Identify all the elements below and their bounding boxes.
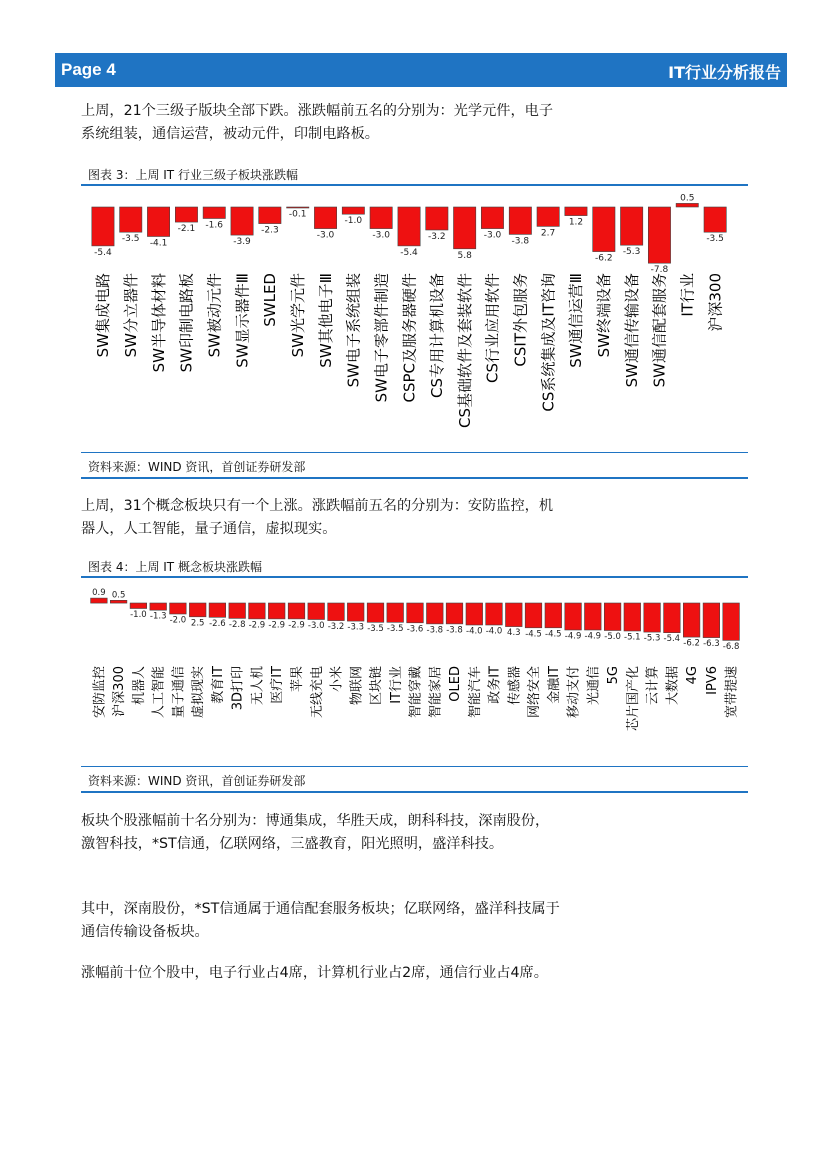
bar-8 [229, 603, 246, 618]
category-label-13: 小米 [329, 666, 345, 693]
category-label-17: CS系统集成及IT咨询 [539, 273, 558, 412]
data-label-4: -2.1 [177, 224, 196, 235]
bar-6 [189, 603, 206, 617]
bar-20 [466, 603, 483, 625]
figure-4-caption: 图表 4：上周 IT 概念板块涨跌幅 [88, 560, 262, 574]
data-label-9: -3.0 [316, 230, 335, 241]
figure-4-top-rule [81, 576, 748, 578]
data-label-17: -3.6 [406, 624, 424, 635]
bar-19 [593, 207, 615, 252]
bar-26 [585, 603, 602, 630]
bar-14 [454, 207, 476, 249]
bar-25 [565, 603, 582, 630]
category-label-9: SW其他电子Ⅲ [316, 273, 335, 368]
bar-10 [342, 207, 364, 214]
data-label-13: -3.2 [428, 232, 446, 242]
data-label-15: -3.5 [367, 623, 384, 634]
data-label-6: 2.5 [190, 618, 205, 629]
bar-17 [407, 603, 424, 623]
concept-change-chart [81, 580, 748, 763]
page-number: Page 4 [61, 60, 116, 79]
bar-5 [170, 603, 187, 614]
data-label-3: -4.1 [149, 238, 168, 249]
figure-4-bottom-rule [81, 766, 748, 767]
data-label-9: -2.9 [248, 620, 266, 631]
bar-22 [676, 203, 698, 207]
data-label-24: -4.5 [545, 629, 562, 640]
category-label-29: 云计算 [645, 666, 661, 706]
category-label-9: 无人机 [250, 666, 266, 706]
data-label-32: -6.3 [703, 639, 720, 650]
category-label-21: 政务IT [487, 666, 503, 704]
data-label-8: -2.8 [228, 619, 246, 630]
figure-3-bottom-rule [81, 452, 748, 453]
data-label-21: -4.0 [485, 626, 503, 637]
data-label-5: -2.0 [169, 615, 187, 626]
category-label-33: 宽带提速 [724, 666, 740, 719]
data-label-20: -4.0 [466, 626, 483, 637]
bar-9 [314, 207, 336, 229]
data-label-20: -5.3 [622, 247, 641, 258]
bar-24 [545, 603, 562, 628]
bar-20 [621, 207, 643, 245]
category-label-16: CSIT外包服务 [511, 273, 530, 367]
bar-30 [664, 603, 681, 633]
bar-2 [120, 207, 142, 232]
bar-13 [426, 207, 448, 230]
category-label-19: SW终端设备 [595, 273, 613, 358]
category-label-1: SW集成电路 [94, 273, 113, 358]
bar-5 [203, 207, 225, 219]
category-label-19: OLED [448, 666, 464, 702]
category-label-10: SW电子系统组装 [344, 273, 363, 388]
bar-12 [308, 603, 325, 620]
category-label-7: 教育IT [211, 666, 226, 704]
category-label-14: CS基础软件及套装软件 [455, 273, 474, 428]
data-label-12: -3.0 [307, 621, 325, 631]
category-label-8: SW光学元件 [288, 273, 307, 358]
category-label-28: 芯片国产化 [625, 666, 641, 732]
bar-14 [347, 603, 364, 621]
figure-3-source-rule [81, 477, 748, 479]
bar-11 [370, 207, 392, 229]
category-label-30: 大数据 [665, 666, 681, 706]
figure-3-caption: 图表 3：上周 IT 行业三级子板块涨跌幅 [88, 168, 298, 182]
bar-23 [525, 603, 542, 628]
category-label-2: 沪深300 [112, 666, 128, 717]
data-label-15: -3.0 [483, 230, 502, 241]
category-label-12: CSPC及服务器硬件 [400, 273, 419, 403]
bar-12 [398, 207, 420, 246]
bar-18 [427, 603, 444, 624]
bar-7 [209, 603, 226, 617]
data-label-22: 4.3 [507, 628, 521, 639]
bar-3 [130, 603, 147, 609]
category-label-22: IT行业 [678, 273, 697, 317]
bar-21 [648, 207, 670, 263]
bar-17 [537, 207, 559, 226]
data-label-11: -2.9 [288, 620, 305, 631]
bar-4 [175, 207, 197, 222]
bar-9 [249, 603, 266, 619]
data-label-27: -5.0 [604, 632, 621, 642]
category-label-3: 机器人 [131, 666, 147, 706]
category-label-24: 金融IT [546, 666, 562, 704]
bar-10 [268, 603, 285, 619]
data-label-1: 0.9 [92, 588, 106, 599]
category-label-25: 移动支付 [566, 666, 582, 719]
category-label-11: SW电子零部件制造 [372, 273, 391, 403]
bar-15 [367, 603, 384, 622]
data-label-19: -6.2 [595, 253, 613, 264]
data-label-23: -4.5 [525, 629, 542, 640]
data-label-7: -2.3 [261, 225, 279, 236]
figure-4-source-rule [81, 791, 748, 793]
bar-2 [110, 600, 127, 603]
bar-31 [683, 603, 700, 637]
data-label-21: -7.8 [650, 265, 669, 276]
data-label-7: -2.6 [209, 618, 226, 629]
category-label-6: SW显示器件Ⅲ [233, 273, 252, 368]
data-label-11: -3.0 [372, 230, 390, 241]
category-label-3: SW半导体材料 [149, 273, 168, 373]
paragraph-stock-sectors: 其中，深南股份，*ST信通属于通信配套服务板块；亿联网络，盛洋科技属于通信传输设备板块。 [81, 901, 560, 940]
category-label-2: SW分立器件 [122, 273, 140, 358]
category-label-20: SW通信传输设备 [622, 273, 641, 388]
paragraph-top-stocks: 板块个股涨幅前十名分别为：博通集成，华胜天成，朗科科技，深南股份，激智科技，*ST信通，亿联网络，三盛教育，阳光照明，盛洋科技。 [81, 813, 550, 852]
bar-3 [147, 207, 169, 237]
category-label-22: 传感器 [507, 666, 523, 706]
bar-11 [288, 603, 305, 619]
category-label-5: 量子通信 [171, 666, 187, 719]
report-title: IT行业分析报告 [668, 63, 781, 82]
paragraph-industry-share: 涨幅前十位个股中，电子行业占4席，计算机行业占2席，通信行业占4席。 [81, 965, 548, 981]
category-label-12: 无线充电 [309, 666, 325, 719]
page-header [55, 53, 787, 87]
category-label-18: 智能家居 [428, 666, 444, 719]
data-label-33: -6.8 [722, 641, 740, 652]
category-label-7: SWLED [261, 273, 280, 327]
data-label-16: -3.5 [386, 623, 404, 634]
data-label-18: 1.2 [568, 217, 584, 228]
bar-19 [446, 603, 463, 624]
category-label-15: 区块链 [369, 666, 384, 706]
category-label-10: 医疗IT [270, 666, 286, 704]
bar-6 [231, 207, 253, 235]
data-label-28: -5.1 [624, 632, 641, 643]
category-label-5: SW被动元件 [205, 273, 224, 358]
bar-4 [150, 603, 167, 610]
bar-22 [506, 603, 523, 627]
data-label-4: -1.3 [149, 611, 167, 622]
data-label-18: -3.8 [426, 625, 444, 636]
category-label-11: 苹果 [290, 666, 305, 693]
data-label-31: -6.2 [683, 638, 700, 649]
data-label-16: -3.8 [511, 236, 530, 247]
data-label-17: 2.7 [540, 228, 556, 239]
bar-16 [387, 603, 404, 622]
data-label-2: 0.5 [111, 590, 126, 601]
bar-33 [723, 603, 740, 640]
category-label-15: CS行业应用软件 [483, 273, 502, 383]
bar-32 [703, 603, 720, 638]
data-label-30: -5.4 [663, 634, 681, 645]
bar-28 [624, 603, 641, 631]
data-label-1: -5.4 [94, 247, 112, 258]
data-label-19: -3.8 [446, 625, 463, 636]
category-label-4: SW印制电路板 [177, 273, 196, 373]
data-label-25: -4.9 [564, 631, 582, 642]
bar-27 [604, 603, 621, 631]
bar-13 [328, 603, 345, 621]
paragraph-concept-summary: 上周，31个概念板块只有一个上涨。涨跌幅前五名的分别为：安防监控，机器人，人工智能，量子通信，虚拟现实。 [81, 498, 554, 537]
data-label-12: -5.4 [400, 247, 418, 258]
bar-23 [704, 207, 726, 232]
bar-7 [259, 207, 281, 224]
bar-16 [509, 207, 531, 234]
category-label-4: 人工智能 [151, 666, 167, 719]
data-label-14: 5.8 [457, 250, 472, 261]
paragraph-subsector-summary: 上周，21个三级子版块全部下跌。涨跌幅前五名的分别为：光学元件，电子系统组装，通信运营，被动元件，印制电路板。 [81, 103, 554, 142]
category-label-27: 5G [606, 666, 622, 685]
data-label-23: -3.5 [706, 234, 724, 245]
bar-18 [565, 207, 587, 216]
figure-4-source: 资料来源：WIND 资讯，首创证券研发部 [88, 774, 306, 788]
bar-21 [486, 603, 503, 625]
category-label-13: CS专用计算机设备 [428, 273, 447, 398]
data-label-5: -1.6 [205, 220, 223, 231]
data-label-26: -4.9 [584, 631, 602, 642]
data-label-29: -5.3 [643, 633, 661, 644]
bar-8 [287, 207, 309, 208]
figure-3-source: 资料来源：WIND 资讯，首创证券研发部 [88, 460, 306, 474]
bar-15 [481, 207, 503, 229]
category-label-16: IT行业 [388, 666, 404, 704]
data-label-13: -3.2 [327, 622, 345, 633]
bar-29 [644, 603, 661, 632]
category-label-31: 4G [685, 666, 701, 685]
data-label-3: -1.0 [130, 610, 147, 620]
data-label-6: -3.9 [233, 237, 251, 248]
data-label-10: -2.9 [268, 620, 285, 631]
bar-1 [92, 207, 114, 246]
category-label-23: 沪深300 [706, 273, 725, 332]
category-label-8: 3D打印 [230, 666, 246, 711]
data-label-14: -3.3 [347, 622, 364, 633]
data-label-10: -1.0 [344, 216, 363, 227]
data-label-2: -3.5 [121, 234, 140, 245]
category-label-17: 智能穿戴 [408, 666, 424, 719]
data-label-8: -0.1 [288, 209, 307, 220]
category-label-26: 光通信 [586, 666, 602, 706]
bar-1 [91, 598, 108, 603]
category-label-14: 物联网 [349, 666, 365, 706]
category-label-32: IPV6 [704, 666, 720, 695]
category-label-20: 智能汽车 [467, 666, 483, 719]
figure-3-top-rule [81, 184, 748, 186]
category-label-18: SW通信运营Ⅲ [567, 273, 586, 368]
category-label-6: 虚拟现实 [191, 666, 207, 719]
category-label-23: 网络安全 [527, 666, 543, 719]
data-label-22: 0.5 [680, 193, 695, 204]
category-label-1: 安防监控 [92, 666, 108, 719]
category-label-21: SW通信配套服务 [650, 273, 669, 388]
subsector-change-chart [81, 188, 748, 450]
